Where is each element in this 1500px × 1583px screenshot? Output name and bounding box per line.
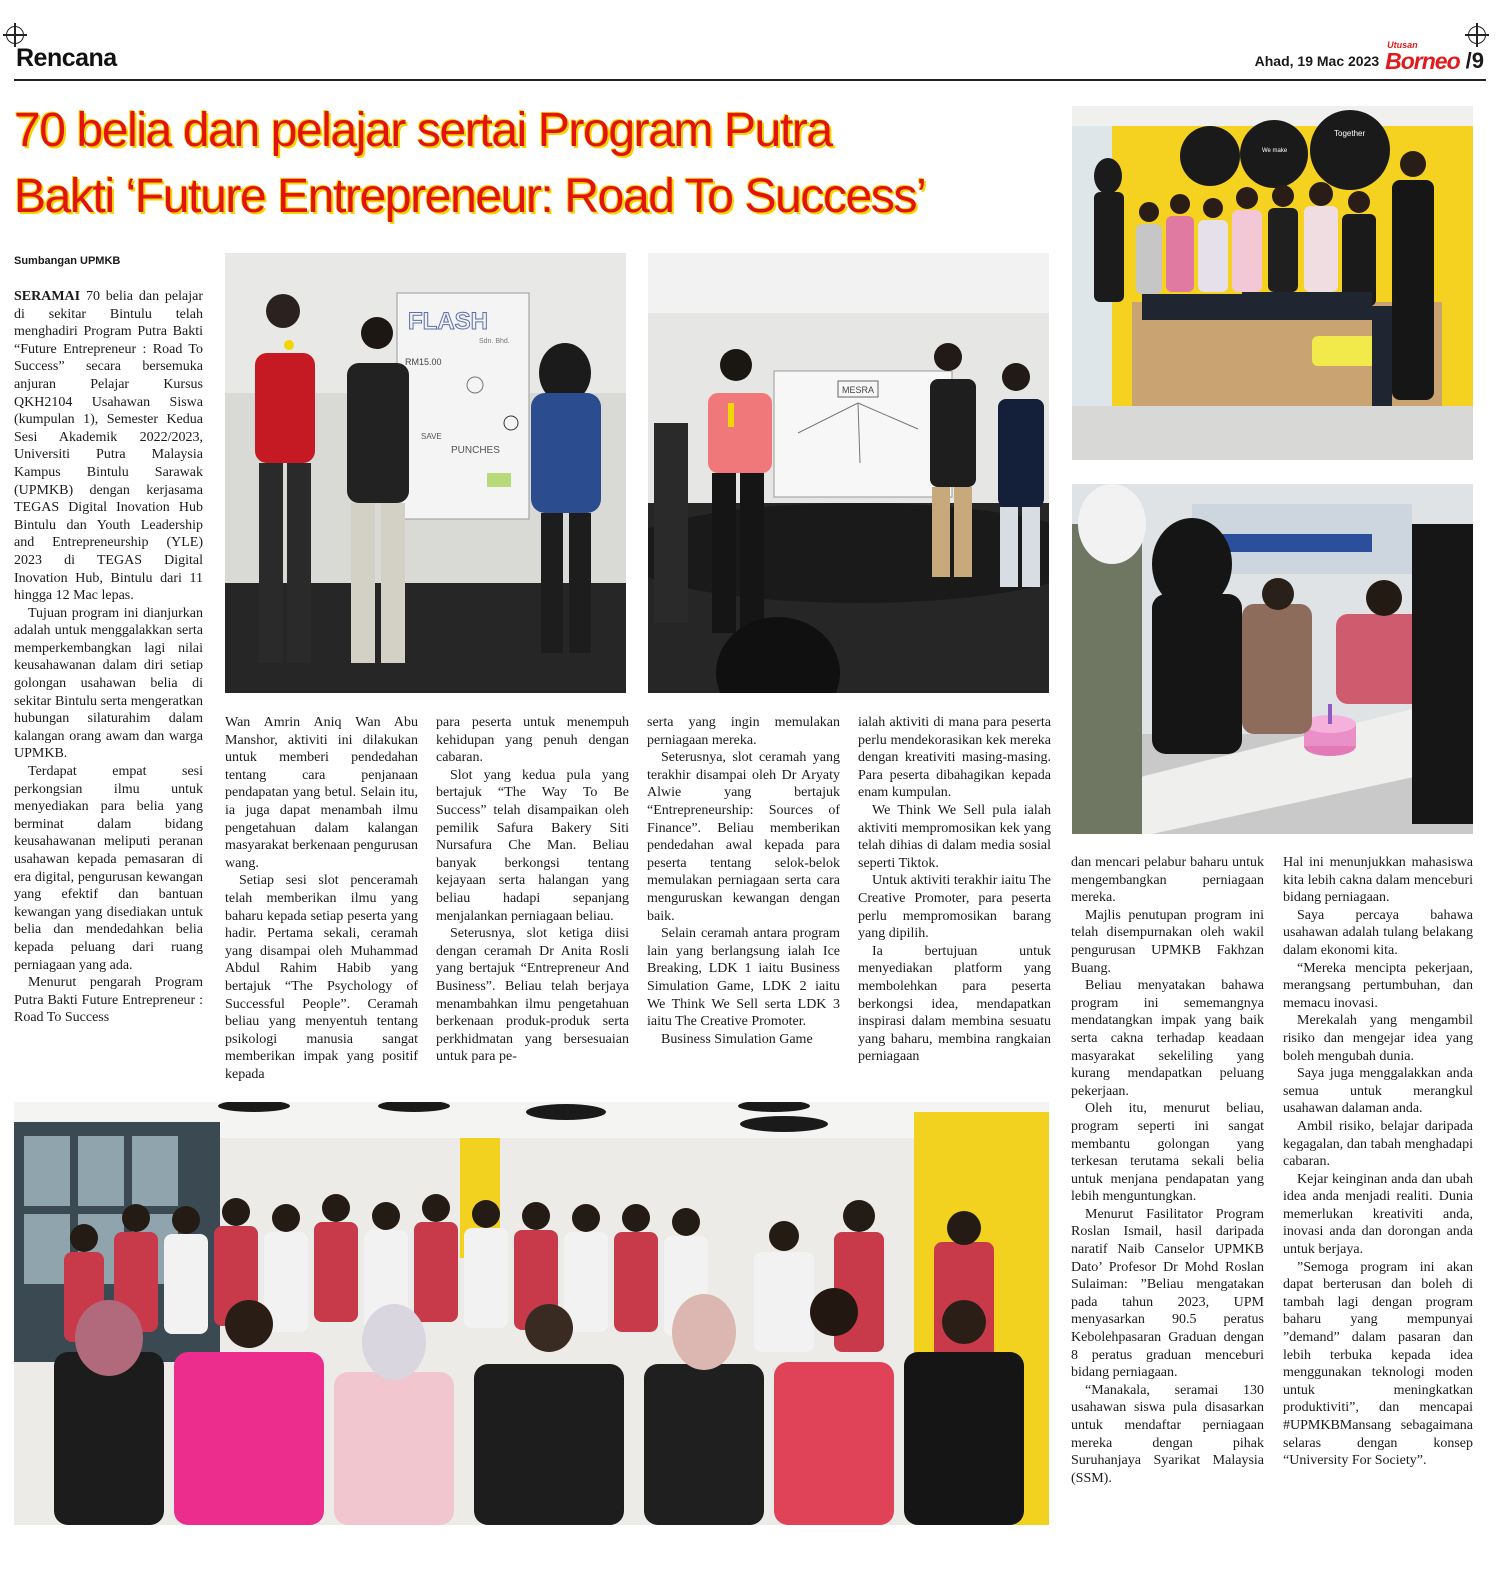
paragraph: ialah aktiviti di mana para peserta perlu mendekorasikan kek mereka dengan kreativiti masing-masing. Para peserta dibahagikan kepada enam kumpulan. xyxy=(858,715,1051,801)
paragraph: Saya percaya bahawa usahawan adalah tulang belakang dalam ekonomi kita. xyxy=(1283,907,1473,958)
photo-mindmap-presentation xyxy=(648,253,1049,693)
issue-date: Ahad, 19 Mac 2023 xyxy=(1254,53,1380,69)
paragraph: Beliau menyatakan bahawa program ini sememangnya mendatangkan impak yang baik serta cakna terhadap keadaan masyarakat sekeliling yang kurang mendapatkan peluang pekerjaan. xyxy=(1071,978,1264,1099)
registration-mark-left xyxy=(6,26,24,44)
article-column-6 xyxy=(1071,854,1264,1487)
paragraph: Hal ini menunjukkan mahasiswa kita lebih cakna dalam menceburi bidang perniagaan. xyxy=(1283,855,1473,906)
paragraph: “Manakala, seramai 130 usahawan siswa pula disasarkan untuk mendaftar perniagaan mereka dengan pihak Suruhanjaya Syarikat Malaysia (SSM). xyxy=(1071,1382,1264,1486)
paragraph: ”Semoga program ini akan dapat berterusan dan boleh di tambah lagi dengan program baharu yang mempunyai ”demand” dalam pasaran dan lebih terbuka kepada idea menggunakan teknologi moden untuk meningkatkan produktiviti”, dan mencapai #UPMKBMansang sebagaimana selaras dengan konsep “University For Society”. xyxy=(1283,1259,1473,1469)
article-column-1 xyxy=(14,288,203,1027)
paragraph: Majlis penutupan program ini telah disempurnakan oleh wakil pengurusan UPMKB Fakhzan Buang. xyxy=(1071,907,1264,976)
paragraph: Ia bertujuan untuk menyediakan platform yang membolehkan para peserta berkongsi idea, mendapatkan inspirasi dalam membina sesuatu yang baharu, membina rangkaian perniagaan xyxy=(858,943,1051,1065)
page-number: /9 xyxy=(1465,48,1484,73)
paragraph: Saya juga menggalakkan anda semua untuk merangkul usahawan dalaman anda. xyxy=(1283,1066,1473,1117)
paragraph: Selain ceramah antara program lain yang berlangsung ialah Ice Breaking, LDK 1 iaitu Business Simulation Game, LDK 2 iaitu We Think We Sell serta LDK 3 iaitu The Creative Promoter. xyxy=(647,926,840,1030)
paragraph: Business Simulation Game xyxy=(661,1031,813,1047)
paragraph: Untuk aktiviti terakhir iaitu The Creative Promoter, para peserta perlu mempromosikan barang yang dipilih. xyxy=(858,873,1051,942)
paragraph: Menurut pengarah Program Putra Bakti Future Entrepreneur : Road To Success xyxy=(14,975,203,1026)
photo-cake-decorating xyxy=(1072,484,1473,834)
article-column-5 xyxy=(858,714,1051,1066)
lounge-sign-2: We make xyxy=(1262,148,1288,154)
paragraph: Menurut Fasilitator Program Roslan Ismail, hasil daripada naratif Naib Canselor UPMKB Dato’ Profesor Dr Mohd Roslan Sulaiman: ”Beliau mengatakan pada tahun 2023, UPM menyasarkan 90.5 peratus Kebolehpasaran Graduan dengan 8 peratus graduan menceburi bidang perniagaan. xyxy=(1071,1206,1264,1381)
photo-lounge-group xyxy=(1072,106,1473,460)
registration-mark-right xyxy=(1468,26,1486,44)
paragraph: Setiap sesi slot penceramah telah memberikan ilmu yang baharu kepada setiap peserta yang hadir. Pertama sekali, ceramah yang disampai oleh Muhammad Abdul Rahim Habib yang bertajuk “The Psychology of Successful People”. Ceramah beliau yang menyentuh tentang psikologi manusia sangat memberikan impak yang positif kepada xyxy=(225,873,418,1082)
photo-group-participants xyxy=(14,1102,1049,1525)
poster-title: FLASH xyxy=(408,308,488,335)
paragraph: Slot yang kedua pula yang bertajuk “The Way To Be Success” telah disampaikan oleh pemilik Safura Bakery Siti Nursafura Che Man. Beliau banyak berkongsi tentang kejayaan serta halangan yang beliau hadapi sepanjang menjalankan perniagaan beliau. xyxy=(436,767,629,924)
lead-word: SERAMAI xyxy=(14,289,81,304)
header-rule xyxy=(14,79,1486,81)
article-column-3 xyxy=(436,714,629,1066)
article-column-7 xyxy=(1283,854,1473,1470)
byline: Sumbangan UPMKB xyxy=(14,255,121,267)
paragraph: Tujuan program ini dianjurkan adalah untuk menggalakkan serta memperkembangkan lagi nilai keusahawanan dalam diri setiap golongan usahawan belia di sekitar Bintulu serta mengeratkan hubungan silaturahim dalam kalangan orang awam dan warga UPMKB. xyxy=(14,605,203,762)
paragraph: Kejar keinginan anda dan ubah idea anda menjadi realiti. Dunia memerlukan kreativiti anda, inovasi anda dan dorongan anda untuk berjaya. xyxy=(1283,1171,1473,1258)
paragraph: Ambil risiko, belajar daripada kegagalan, dan tabah menghadapi cabaran. xyxy=(1283,1118,1473,1170)
headline-line-1: 70 belia dan pelajar sertai Program Putra xyxy=(14,104,832,157)
paragraph: SERAMAI 70 belia dan pelajar di sekitar Bintulu telah menghadiri Program Putra Bakti “Future Entrepreneur : Road To Success” secara bersemuka anjuran Pelajar Kursus QKH2104 Usahawan Siswa (kumpulan 1), Semester Kedua Sesi Akademik 2022/2023, Universiti Putra Malaysia Kampus Bintulu Sarawak (UPMKB) dengan kerjasama TEGAS Digital Inovation Hub Bintulu dan Youth Leadership and Entrepreneurship (YLE) 2023 di TEGAS Digital Inovation Hub, Bintulu dari 11 hingga 12 Mac lepas. xyxy=(14,289,203,604)
dateline xyxy=(1254,39,1484,74)
photo-flash-poster-presentation xyxy=(225,253,626,693)
paragraph: “Mereka mencipta pekerjaan, merangsang pertumbuhan, dan memacu inovasi. xyxy=(1283,960,1473,1011)
headline xyxy=(14,98,1064,230)
lounge-sign-1: Together xyxy=(1334,129,1366,138)
section-label: Rencana xyxy=(16,44,117,72)
mindmap-center-label: MESRA xyxy=(842,385,875,395)
paragraph: Wan Amrin Aniq Wan Abu Manshor, aktiviti ini dilakukan untuk memberi pendedahan tentang cara penjanaan pendapatan yang betul. Selain itu, ia juga dapat menambah ilmu pengetahuan dalam kalangan masyarakat berkenaan pengurusan wang. xyxy=(225,715,418,871)
paragraph: Oleh itu, menurut beliau, program seperti ini sangat membantu golongan yang terkesan terutama sekali belia untuk menjana pendapatan yang lebih menguntungkan. xyxy=(1071,1101,1264,1205)
poster-slogan-1: SAVE xyxy=(421,432,442,441)
paragraph: para peserta untuk menempuh kehidupan yang penuh dengan cabaran. xyxy=(436,715,629,766)
paragraph: Seterusnya, slot ceramah yang terakhir disampai oleh Dr Aryaty Alwie yang bertajuk “Entrepreneurship: Sources of Finance”. Beliau memberikan pendedahan awal kepada para peserta tentang selok-belok memulakan perniagaan serta cara menguruskan kewangan dengan baik. xyxy=(647,750,840,924)
paragraph: Terdapat empat sesi perkongsian ilmu untuk menyediakan para belia yang berminat dalam bidang keusahawanan meliputi peranan usahawan kepada pemasaran di era digital, pengurusan kewangan yang efektif dan bantuan kewangan yang disediakan untuk belia dan mendedahkan belia kepada peluang dari ruang perniagaan yang ada. xyxy=(14,764,203,973)
paragraph: We Think We Sell pula ialah aktiviti mempromosikan kek yang telah dihias di dalam media sosial seperti Tiktok. xyxy=(858,802,1051,871)
masthead-logo-small: Utusan xyxy=(1387,39,1418,50)
paragraph: dan mencari pelabur baharu untuk mengembangkan perniagaan mereka. xyxy=(1071,855,1264,906)
poster-subtitle: Sdn. Bhd. xyxy=(479,338,510,345)
poster-price: RM15.00 xyxy=(405,357,442,367)
masthead-logo-text: Borneo xyxy=(1385,47,1460,74)
paragraph: Seterusnya, slot ketiga diisi dengan ceramah Dr Anita Rosli yang bertajuk “Entrepreneur And Business”. Beliau telah berjaya menambahkan ilmu pengetahuan berkenaan produk-produk serta perkhidmatan yang bersesuaian untuk para pe- xyxy=(436,926,629,1065)
article-column-4 xyxy=(647,714,840,1048)
headline-line-2: Bakti ‘Future Entrepreneur: Road To Success’ xyxy=(14,170,926,223)
paragraph: serta yang ingin memulakan perniagaan mereka. xyxy=(647,715,840,748)
paragraph: Merekalah yang mengambil risiko dan mengejar idea yang boleh mengubah dunia. xyxy=(1283,1013,1473,1064)
poster-slogan-2: PUNCHES xyxy=(451,445,500,456)
masthead-logo xyxy=(1385,39,1460,74)
article-column-2 xyxy=(225,714,418,1083)
